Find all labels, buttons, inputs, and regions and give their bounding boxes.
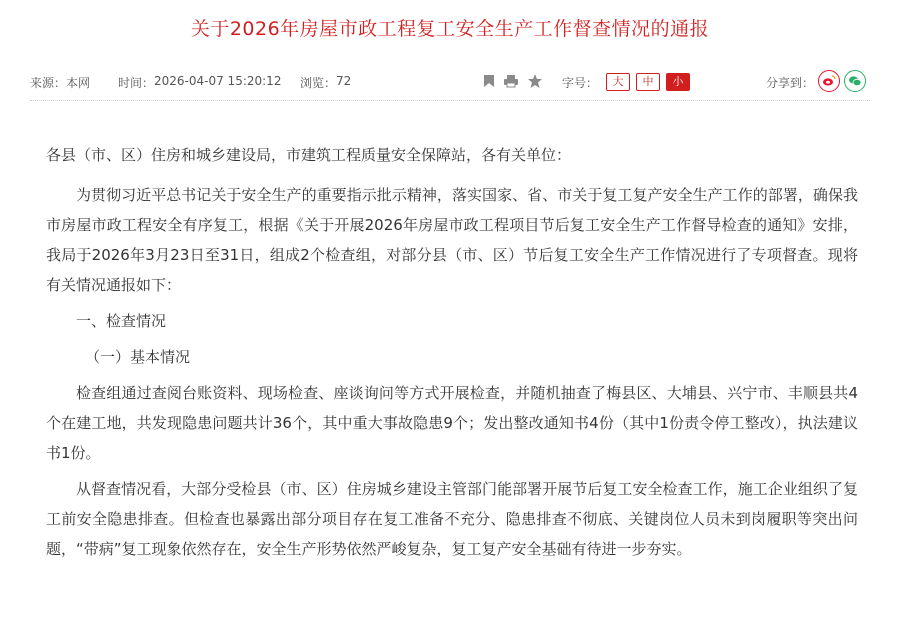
print-icon[interactable] (502, 72, 520, 90)
section-heading: 一、检查情况 (76, 312, 167, 330)
views-label: 浏览： (300, 76, 337, 90)
source-value: 本网 (66, 76, 91, 90)
views-value: 72 (336, 74, 352, 88)
salutation: 各县（市、区）住房和城乡建设局，市建筑工程质量安全保障站，各有关单位： (46, 146, 572, 164)
star-icon[interactable] (526, 72, 544, 90)
page-title: 关于2026年房屋市政工程复工安全生产工作督查情况的通报 (190, 18, 710, 40)
article-body (46, 140, 858, 570)
fontsize-small-button[interactable]: 小 (666, 73, 690, 91)
bookmark-icon[interactable] (480, 72, 498, 90)
wechat-icon[interactable] (844, 70, 866, 92)
fontsize-label: 字号： (562, 76, 599, 90)
subsection-heading: （一）基本情况 (85, 348, 191, 366)
time-label: 时间： (118, 76, 155, 90)
weibo-icon[interactable] (818, 70, 840, 92)
time-value: 2026-04-07 15:20:12 (154, 74, 282, 88)
meta-divider (30, 100, 870, 101)
paragraph-intro: 为贯彻习近平总书记关于安全生产的重要指示批示精神，落实国家、省、市关于复工复产安全生产工作的部署，确保我市房屋市政工程安全有序复工，根据《关于开展2026年房屋市政工程项目节后复工安全生产工作督导检查的通知》安排，我局于2026年3月23日至31日，组成2个检查组，对部分县（市、区）节后复工安全生产工作情况进行了专项督查。现将有关情况通报如下： (46, 186, 858, 294)
fontsize-large-button[interactable]: 大 (606, 73, 630, 91)
fontsize-medium-button[interactable]: 中 (636, 73, 660, 91)
share-label: 分享到： (766, 76, 815, 90)
paragraph-basic-info: 检查组通过查阅台账资料、现场检查、座谈询问等方式开展检查，并随机抽查了梅县区、大埔县、兴宁市、丰顺县共4个在建工地，共发现隐患问题共计36个，其中重大事故隐患9个；发出整改通知书4份（其中1份责令停工整改），执法建议书1份。 (46, 384, 858, 462)
paragraph-findings: 从督查情况看，大部分受检县（市、区）住房城乡建设主管部门能部署开展节后复工安全检查工作，施工企业组织了复工前安全隐患排查。但检查也暴露出部分项目存在复工准备不充分、隐患排查不彻底、关键岗位人员未到岗履职等突出问题，“带病”复工现象依然存在，安全生产形势依然严峻复杂，复工复产安全基础有待进一步夯实。 (46, 480, 858, 558)
source-label: 来源： (30, 76, 67, 90)
article-meta-bar (30, 70, 870, 94)
